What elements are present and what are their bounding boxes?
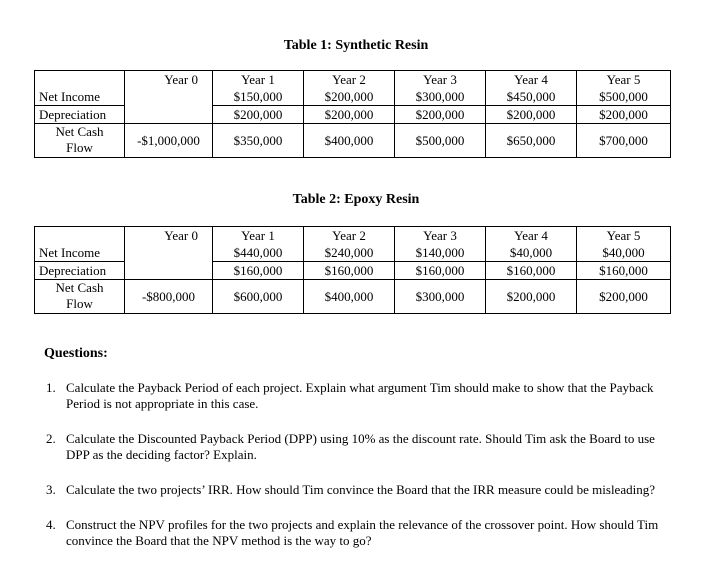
table-row: [35, 227, 671, 280]
table1-title: Table 1: Synthetic Resin: [283, 38, 429, 53]
year-header: Year 5 $500,000 $200,000: [577, 71, 671, 124]
table-row: [35, 71, 671, 124]
row-label-net-income: Net Income: [39, 89, 101, 104]
question-text: Calculate the Discounted Payback Period (DPP) using 10% as the discount rate. Should Tim ask the Board to use DPP as the deciding factor? Explain.: [66, 431, 655, 462]
question-number: 2.: [46, 431, 56, 446]
row-label-depreciation: Depreciation: [35, 261, 124, 279]
epoxy-resin-table: [34, 226, 671, 314]
list-item: [46, 517, 676, 549]
question-text: Calculate the Payback Period of each project. Explain what argument Tim should make to show that the Payback Period is not appropriate in this case.: [66, 380, 654, 411]
row-label-net-cash-flow: Net Cash Flow: [35, 124, 125, 158]
question-text: Construct the NPV profiles for the two projects and explain the relevance of the crossover point. How should Tim convince the Board that the NPV method is the way to go?: [66, 517, 659, 548]
row-label-net-cash-flow: Net Cash Flow: [35, 280, 125, 314]
cash-flow-cell: $400,000: [304, 280, 395, 314]
list-item: [46, 431, 676, 463]
cash-flow-cell: $400,000: [304, 124, 395, 158]
list-item: [46, 380, 676, 412]
question-number: 4.: [46, 517, 56, 532]
year-header: Year 1 $440,000 $160,000: [213, 227, 304, 280]
year-header: Year 2 $240,000 $160,000: [304, 227, 395, 280]
row-label-net-income: Net Income: [39, 245, 101, 260]
cash-flow-cell: $500,000: [395, 124, 486, 158]
cash-flow-cell: $200,000: [577, 280, 671, 314]
question-text: Calculate the two projects’ IRR. How should Tim convince the Board that the IRR measure could be misleading?: [66, 482, 655, 497]
question-number: 1.: [46, 380, 56, 395]
questions-list: [46, 380, 676, 568]
year-header: Year 4 $40,000 $160,000: [486, 227, 577, 280]
cash-flow-cell: $700,000: [577, 124, 671, 158]
row-label-depreciation: Depreciation: [35, 105, 124, 123]
table-row: [35, 280, 671, 314]
year-header: Year 3 $140,000 $160,000: [395, 227, 486, 280]
cash-flow-cell: $200,000: [486, 280, 577, 314]
cash-flow-cell: $350,000: [213, 124, 304, 158]
cash-flow-cell: $600,000: [213, 280, 304, 314]
cash-flow-cell: $650,000: [486, 124, 577, 158]
cash-flow-cell: -$800,000: [125, 280, 213, 314]
year-header: Year 0: [125, 71, 213, 124]
year-header: Year 5 $40,000 $160,000: [577, 227, 671, 280]
cash-flow-cell: $300,000: [395, 280, 486, 314]
questions-heading: Questions:: [44, 346, 108, 361]
year-header: Year 3 $300,000 $200,000: [395, 71, 486, 124]
list-item: [46, 482, 676, 498]
year-header: Year 2 $200,000 $200,000: [304, 71, 395, 124]
cash-flow-cell: -$1,000,000: [125, 124, 213, 158]
year-header: Year 4 $450,000 $200,000: [486, 71, 577, 124]
year-header: Year 0: [125, 227, 213, 280]
table2-title: Table 2: Epoxy Resin: [292, 192, 420, 207]
question-number: 3.: [46, 482, 56, 497]
table-row: [35, 124, 671, 158]
synthetic-resin-table: [34, 70, 671, 158]
year-header: Year 1 $150,000 $200,000: [213, 71, 304, 124]
